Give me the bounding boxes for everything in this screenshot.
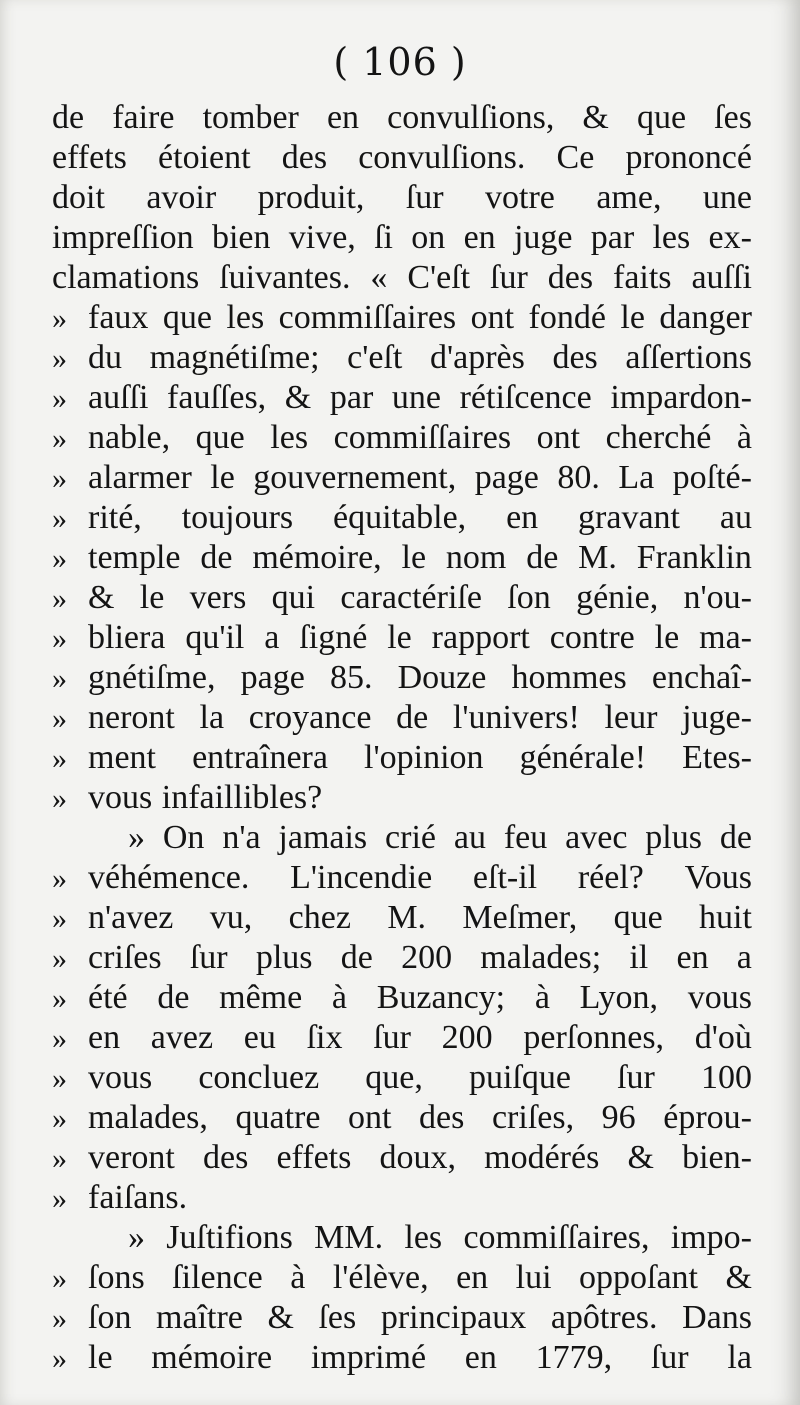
line-text: ſon maître & ſes principaux apôtres. Dans [88,1299,752,1336]
quote-mark: » [52,1342,67,1375]
line-text: effets étoient des convulſions. Ce prononcé [52,139,752,176]
text-line [52,259,752,299]
text-line [52,859,752,899]
line-text: veront des effets doux, modérés & bien- [88,1139,752,1176]
quote-mark: » [52,1062,67,1095]
line-text: rité, toujours équitable, en gravant au [88,499,752,536]
line-text: impreſſion bien vive, ſi on en juge par les ex- [52,219,752,256]
line-text: du magnétiſme; c'eſt d'après des aſſertions [88,339,752,376]
quote-mark: » [52,342,67,375]
line-text: criſes ſur plus de 200 malades; il en a [88,939,752,976]
line-text: & le vers qui caractériſe ſon génie, n'ou- [88,579,752,616]
text-line [52,819,752,859]
line-text: neront la croyance de l'univers! leur juge- [88,699,752,736]
line-text: alarmer le gouvernement, page 80. La poſté- [88,459,752,496]
quote-mark: » [52,1262,67,1295]
line-text: clamations ſuivantes. « C'eſt ſur des faits auſſi [52,259,752,296]
text-line [52,99,752,139]
text-line [52,739,752,779]
line-text: temple de mémoire, le nom de M. Franklin [88,539,752,576]
text-line [52,299,752,339]
quote-mark: » [52,1102,67,1135]
quote-mark: » [52,542,67,575]
line-text: nable, que les commiſſaires ont cherché à [88,419,752,456]
text-line [52,1219,752,1259]
quote-mark: » [52,502,67,535]
line-text: le mémoire imprimé en 1779, ſur la [88,1339,752,1376]
line-text: malades, quatre ont des criſes, 96 éprou- [88,1099,752,1136]
quote-mark: » [52,422,67,455]
line-text: gnétiſme, page 85. Douze hommes enchaî- [88,659,752,696]
quote-mark: » [52,622,67,655]
text-line [52,1019,752,1059]
quote-mark: » [52,862,67,895]
quote-mark: » [52,902,67,935]
text-line [52,699,752,739]
line-text: » On n'a jamais crié au feu avec plus de [128,819,752,856]
text-line [52,659,752,699]
quote-mark: » [52,1302,67,1335]
quote-mark: » [52,742,67,775]
line-text: véhémence. L'incendie eſt-il réel? Vous [88,859,752,896]
line-text: vous concluez que, puiſque ſur 100 [88,1059,752,1096]
quote-mark: » [52,982,67,1015]
text-line [52,1259,752,1299]
quote-mark: » [52,462,67,495]
line-text: » Juſtifions MM. les commiſſaires, impo- [128,1219,752,1256]
text-line [52,1339,752,1379]
line-text: n'avez vu, chez M. Meſmer, que huit [88,899,752,936]
text-line [52,619,752,659]
quote-mark: » [52,302,67,335]
line-text: vous infaillibles? [88,779,323,816]
text-line [52,899,752,939]
text-line [52,1059,752,1099]
line-text: ſons ſilence à l'élève, en lui oppoſant & [88,1259,752,1296]
quote-mark: » [52,942,67,975]
text-line [52,339,752,379]
line-text: auſſi fauſſes, & par une rétiſcence impardon- [88,379,752,416]
text-line [52,1299,752,1339]
text-line [52,379,752,419]
text-line [52,939,752,979]
quote-mark: » [52,702,67,735]
text-line [52,459,752,499]
page-number: ( 106 ) [333,40,467,84]
text-line [52,219,752,259]
text-line [52,1099,752,1139]
quote-mark: » [52,662,67,695]
text-line [52,139,752,179]
quote-mark: » [52,1022,67,1055]
quote-mark: » [52,782,67,815]
text-line [52,579,752,619]
body-text [52,99,752,1379]
text-line [52,1139,752,1179]
text-line [52,1179,752,1219]
text-line [52,779,752,819]
quote-mark: » [52,1142,67,1175]
line-text: bliera qu'il a ſigné le rapport contre le ma- [88,619,752,656]
quote-mark: » [52,382,67,415]
quote-mark: » [52,582,67,615]
line-text: été de même à Buzancy; à Lyon, vous [88,979,752,1016]
line-text: en avez eu ſix ſur 200 perſonnes, d'où [88,1019,752,1056]
line-text: faux que les commiſſaires ont fondé le danger [88,299,752,336]
text-line [52,179,752,219]
line-text: ment entraînera l'opinion générale! Etes- [88,739,752,776]
line-text: faiſans. [88,1179,188,1216]
line-text: de faire tomber en convulſions, & que ſes [52,99,752,136]
text-line [52,979,752,1019]
text-line [52,499,752,539]
line-text: doit avoir produit, ſur votre ame, une [52,179,752,216]
text-line [52,539,752,579]
text-line [52,419,752,459]
quote-mark: » [52,1182,67,1215]
